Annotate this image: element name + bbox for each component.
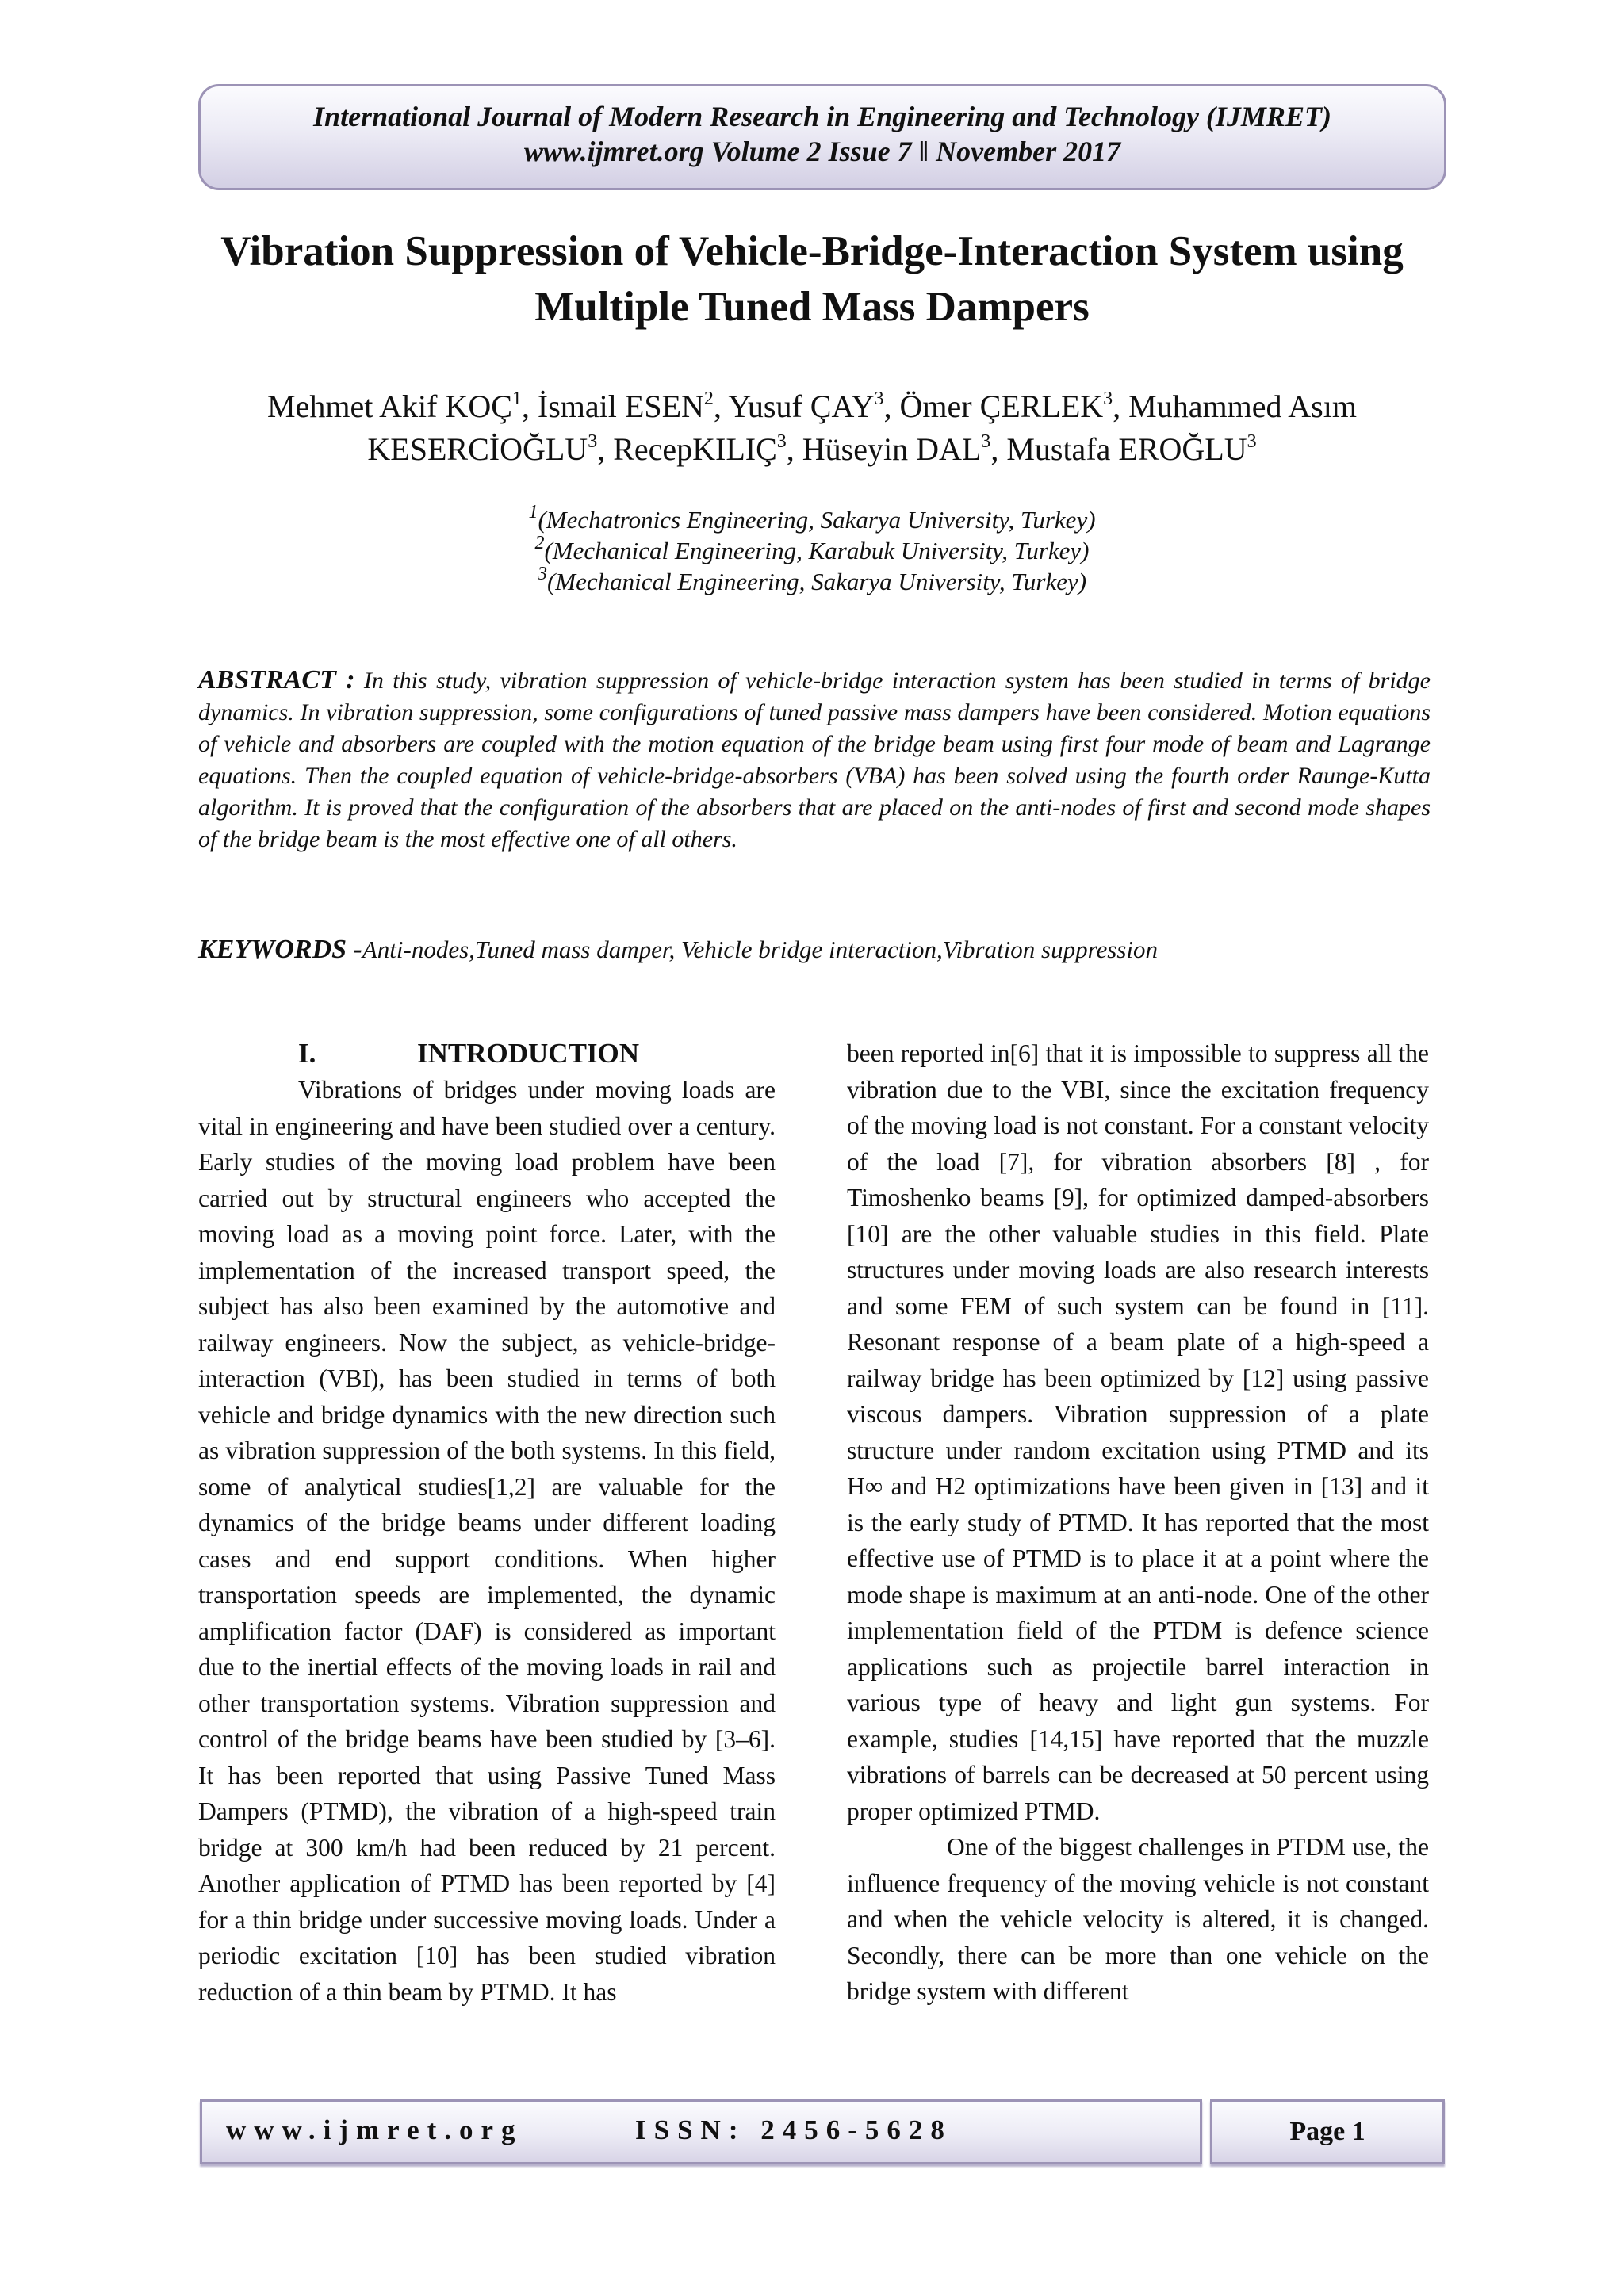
- author-separator: ,: [713, 388, 729, 424]
- author-name: Mustafa EROĞLU: [1006, 431, 1247, 467]
- author-list: [174, 385, 1450, 471]
- section-heading: [298, 1035, 776, 1072]
- affiliation-number: 1: [528, 501, 538, 522]
- author-affiliation-mark: 1: [511, 388, 522, 409]
- body-paragraph: been reported in[6] that it is impossible to suppress all the vibration due to the VBI, since the excitation frequency of the moving load is not constant. For a constant velocity of the load [7], for vibration absorbers [8] , for Timoshenko beams [9], for optimized damped-absorbers [10] are the other valuable studies in this field. Plate structures under moving loads are also research interests and some FEM of such system can be found in [11]. Resonant response of a beam plate of a high-speed a railway bridge has been optimized by [12] using passive viscous dampers. Vibration suppression of a plate structure under random excitation using PTMD and its H∞ and H2 optimizations have been given in [13] and it is the early study of PTMD. It has reported that the most effective use of PTMD is to place it at a point where the mode shape is maximum at an anti-node. One of the other implementation field of the PTDM is defence science applications such as projectile barrel interaction in various type of heavy and light gun systems. For example, studies [14,15] have reported that the muzzle vibrations of barrels can be decreased at 50 percent using proper optimized PTMD.: [847, 1039, 1429, 1825]
- author-name: Hüseyin DAL: [802, 431, 982, 467]
- title-line-1: Vibration Suppression of Vehicle-Bridge-Interaction System using: [220, 228, 1404, 274]
- journal-header-box: [198, 84, 1446, 190]
- author-affiliation-mark: 3: [1247, 430, 1257, 452]
- title-line-2: Multiple Tuned Mass Dampers: [534, 284, 1090, 330]
- author-separator: ,: [786, 431, 802, 467]
- author-separator: ,: [883, 388, 900, 424]
- footer-issn: ISSN: 2456-5628: [635, 2114, 952, 2145]
- affiliation-text: (Mechanical Engineering, Karabuk University, Turkey): [544, 537, 1090, 564]
- body-left-column: [198, 1035, 776, 2010]
- affiliation-text: (Mechanical Engineering, Sakarya University, Turkey): [546, 568, 1087, 595]
- footer-page-box: [1210, 2099, 1445, 2164]
- author-affiliation-mark: 3: [981, 430, 991, 452]
- keywords-label: KEYWORDS -: [198, 935, 362, 964]
- author-affiliation-mark: 3: [776, 430, 787, 452]
- author-name: Yusuf ÇAY: [728, 388, 875, 424]
- affiliation-line: [238, 563, 1386, 597]
- author-name: Ömer ÇERLEK: [899, 388, 1104, 424]
- author-affiliation-mark: 3: [588, 430, 598, 452]
- author-separator: ,: [1113, 388, 1129, 424]
- author-separator: ,: [521, 388, 538, 424]
- journal-name: International Journal of Modern Research in Engineering and Technology (IJMRET): [313, 101, 1331, 132]
- author-name: İsmail ESEN: [537, 388, 704, 424]
- affiliation-text: (Mechatronics Engineering, Sakarya University, Turkey): [538, 506, 1096, 534]
- author-separator: ,: [990, 431, 1007, 467]
- body-right-column: [847, 1035, 1429, 2010]
- author-name: RecepKILIÇ: [613, 431, 777, 467]
- keywords-text: Anti-nodes,Tuned mass damper, Vehicle bridge interaction,Vibration suppression: [362, 936, 1159, 963]
- body-paragraph: One of the biggest challenges in PTDM use, the influence frequency of the moving vehicle is not constant and when the vehicle velocity is altered, it is changed. Secondly, there can be more than one vehicle on the bridge system with different: [847, 1833, 1429, 2005]
- abstract: [198, 664, 1431, 855]
- affiliation-list: [238, 501, 1386, 597]
- affiliation-line: [238, 532, 1386, 566]
- abstract-text: In this study, vibration suppression of vehicle-bridge interaction system has been studied in terms of bridge dynamics. In vibration suppression, some configurations of tuned passive mass dampers have been considered. Motion equations of vehicle and absorbers are coupled with the motion equation of the bridge beam using first four mode of beam and Lagrange equations. Then the coupled equation of vehicle-bridge-absorbers (VBA) has been solved using the fourth order Raunge-Kutta algorithm. It is proved that the configuration of the absorbers that are placed on the anti-nodes of first and second mode shapes of the bridge beam is the most effective one of all others.: [198, 668, 1431, 852]
- author-affiliation-mark: 3: [1103, 388, 1113, 409]
- keywords: [198, 932, 1431, 967]
- author-separator: ,: [597, 431, 614, 467]
- author-affiliation-mark: 2: [703, 388, 714, 409]
- affiliation-line: [238, 501, 1386, 535]
- author-name: Mehmet Akif KOÇ: [267, 388, 512, 424]
- abstract-label: ABSTRACT :: [198, 665, 355, 695]
- body-paragraph: Vibrations of bridges under moving loads are vital in engineering and have been studied over a century. Early studies of the moving load problem have been carried out by structural engineers who accepted the moving load as a moving point force. Later, with the implementation of the increased transport speed, the subject has also been examined by the automotive and railway engineers. Now the subject, as vehicle-bridge-interaction (VBI), has been studied in terms of both vehicle and bridge dynamics with the new direction such as vibration suppression of the both systems. In this field, some of analytical studies[1,2] are valuable for the dynamics of the bridge beams under different loading cases and end support conditions. When higher transportation speeds are implemented, the dynamic amplification factor (DAF) is considered as important due to the inertial effects of the moving loads in rail and other transportation systems. Vibration suppression and control of the bridge beams have been studied by [3–6]. It has been reported that using Passive Tuned Mass Dampers (PTMD), the vibration of a high-speed train bridge at 300 km/h had been reduced by 21 percent. Another application of PTMD has been reported by [4] for a thin bridge under successive moving loads. Under a periodic excitation [10] has been studied vibration reduction of a thin beam by PTMD. It has: [198, 1076, 776, 2006]
- page-number: Page 1: [1289, 2117, 1365, 2146]
- paper-title: [159, 224, 1465, 335]
- section-title: INTRODUCTION: [417, 1038, 640, 1069]
- footer-website: www.ijmret.org: [226, 2114, 523, 2145]
- journal-issue-line: www.ijmret.org Volume 2 Issue 7 ǁ November 2017: [523, 136, 1121, 167]
- author-name: Muhammed Asım KESERCİOĞLU: [367, 388, 1357, 467]
- affiliation-number: 2: [534, 532, 545, 553]
- section-number: I.: [298, 1038, 316, 1069]
- footer-info-box: [200, 2099, 1202, 2164]
- author-affiliation-mark: 3: [874, 388, 884, 409]
- affiliation-number: 3: [537, 563, 547, 584]
